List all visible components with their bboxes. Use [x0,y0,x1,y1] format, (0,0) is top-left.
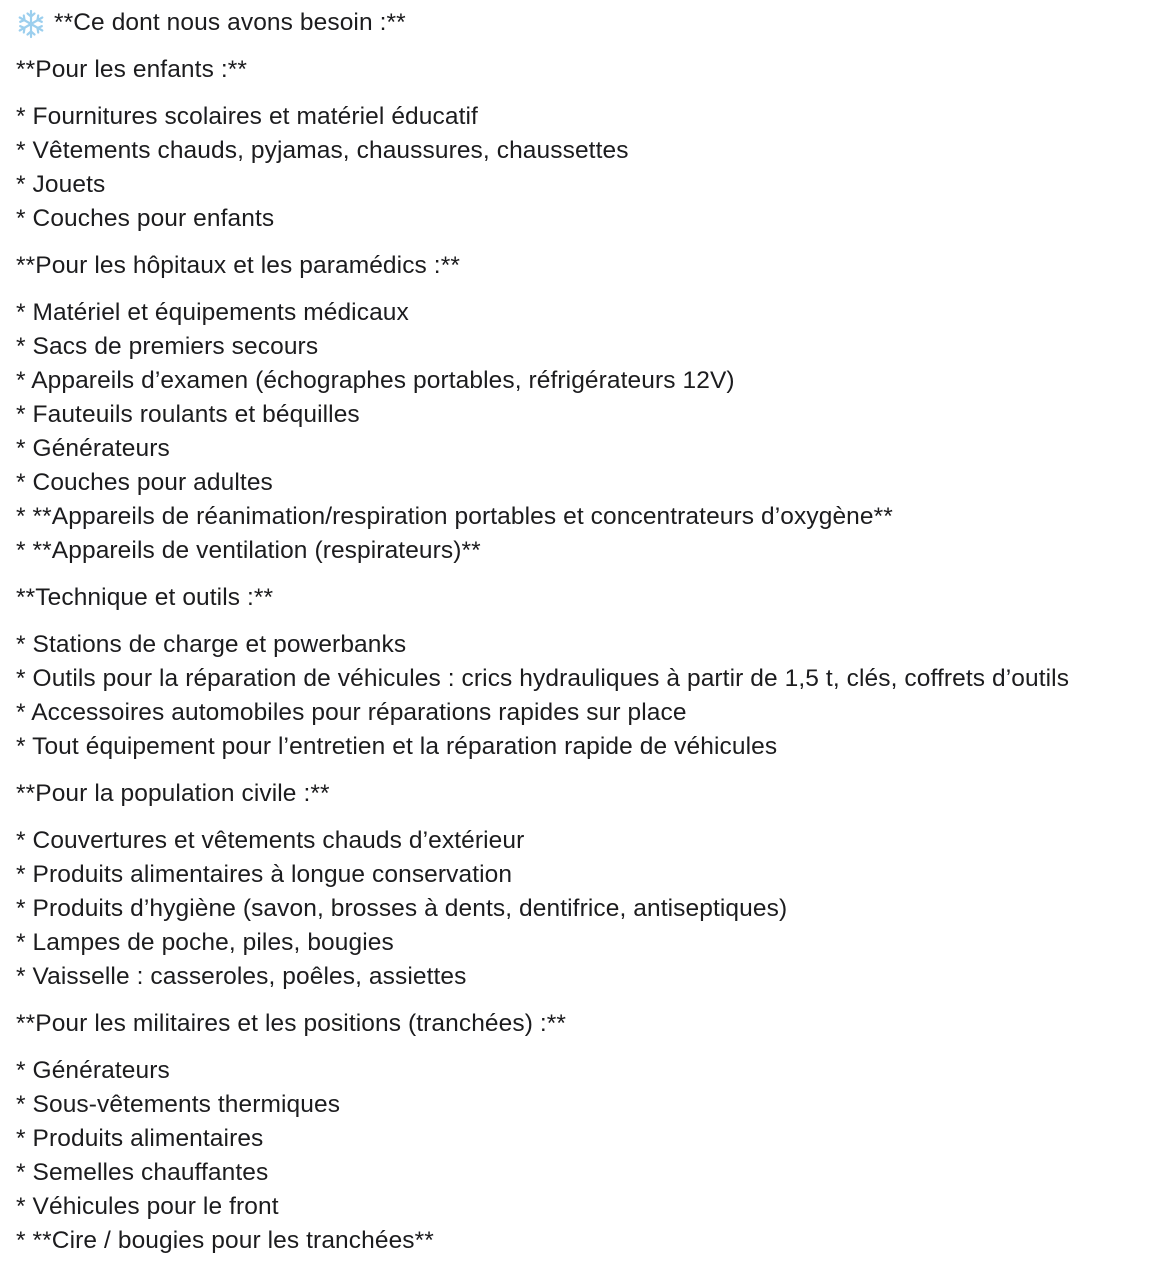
list-item: * **Appareils de ventilation (respirateurs)** [16,537,481,564]
snowflake-icon [16,9,46,39]
list-item: * Générateurs [16,435,170,462]
list-item: * Vaisselle : casseroles, poêles, assiettes [16,963,467,990]
section-heading: **Technique et outils :** [16,584,274,611]
section-heading: **Pour la population civile :** [16,780,330,807]
list-item: * Produits alimentaires [16,1125,264,1152]
item-list [16,628,1176,764]
section-heading: **Pour les militaires et les positions (tranchées) :** [16,1010,567,1037]
list-item: * Produits alimentaires à longue conservation [16,861,513,888]
list-item: * Fauteuils roulants et béquilles [16,401,360,428]
item-list [16,824,1176,994]
list-item: * Matériel et équipements médicaux [16,299,409,326]
list-item: * Jouets [16,171,106,198]
item-list [16,296,1176,568]
list-item: * Semelles chauffantes [16,1159,269,1186]
list-item: * Stations de charge et powerbanks [16,631,407,658]
section-population-civile [16,777,1176,994]
list-item: * Lampes de poche, piles, bougies [16,929,394,956]
list-item: * Générateurs [16,1057,170,1084]
list-item: * Sous-vêtements thermiques [16,1091,341,1118]
section-heading: **Pour les hôpitaux et les paramédics :** [16,252,460,279]
list-item: * Fournitures scolaires et matériel éducatif [16,103,478,130]
list-item: * Sacs de premiers secours [16,333,319,360]
title-line [16,6,1176,40]
list-item: * Véhicules pour le front [16,1193,279,1220]
list-item: * **Appareils de réanimation/respiration portables et concentrateurs d’oxygène** [16,503,893,530]
list-item: * Outils pour la réparation de véhicules : crics hydrauliques à partir de 1,5 t, clés, coffrets d’outils [16,665,1070,692]
list-item: * **Cire / bougies pour les tranchées** [16,1227,434,1254]
list-item: * Couches pour enfants [16,205,275,232]
document [16,6,1176,1271]
section-hopitaux [16,249,1176,568]
list-item: * Appareils d’examen (échographes portables, réfrigérateurs 12V) [16,367,735,394]
section-enfants [16,53,1176,236]
list-item: * Produits d’hygiène (savon, brosses à dents, dentifrice, antiseptiques) [16,895,788,922]
list-item: * Accessoires automobiles pour réparations rapides sur place [16,699,687,726]
page-title: **Ce dont nous avons besoin :** [54,9,406,36]
list-item: * Vêtements chauds, pyjamas, chaussures, chaussettes [16,137,629,164]
section-militaires [16,1007,1176,1258]
list-item: * Couches pour adultes [16,469,273,496]
item-list [16,100,1176,236]
section-technique [16,581,1176,764]
item-list [16,1054,1176,1258]
list-item: * Couvertures et vêtements chauds d’extérieur [16,827,525,854]
section-heading: **Pour les enfants :** [16,56,248,83]
list-item: * Tout équipement pour l’entretien et la réparation rapide de véhicules [16,733,778,760]
